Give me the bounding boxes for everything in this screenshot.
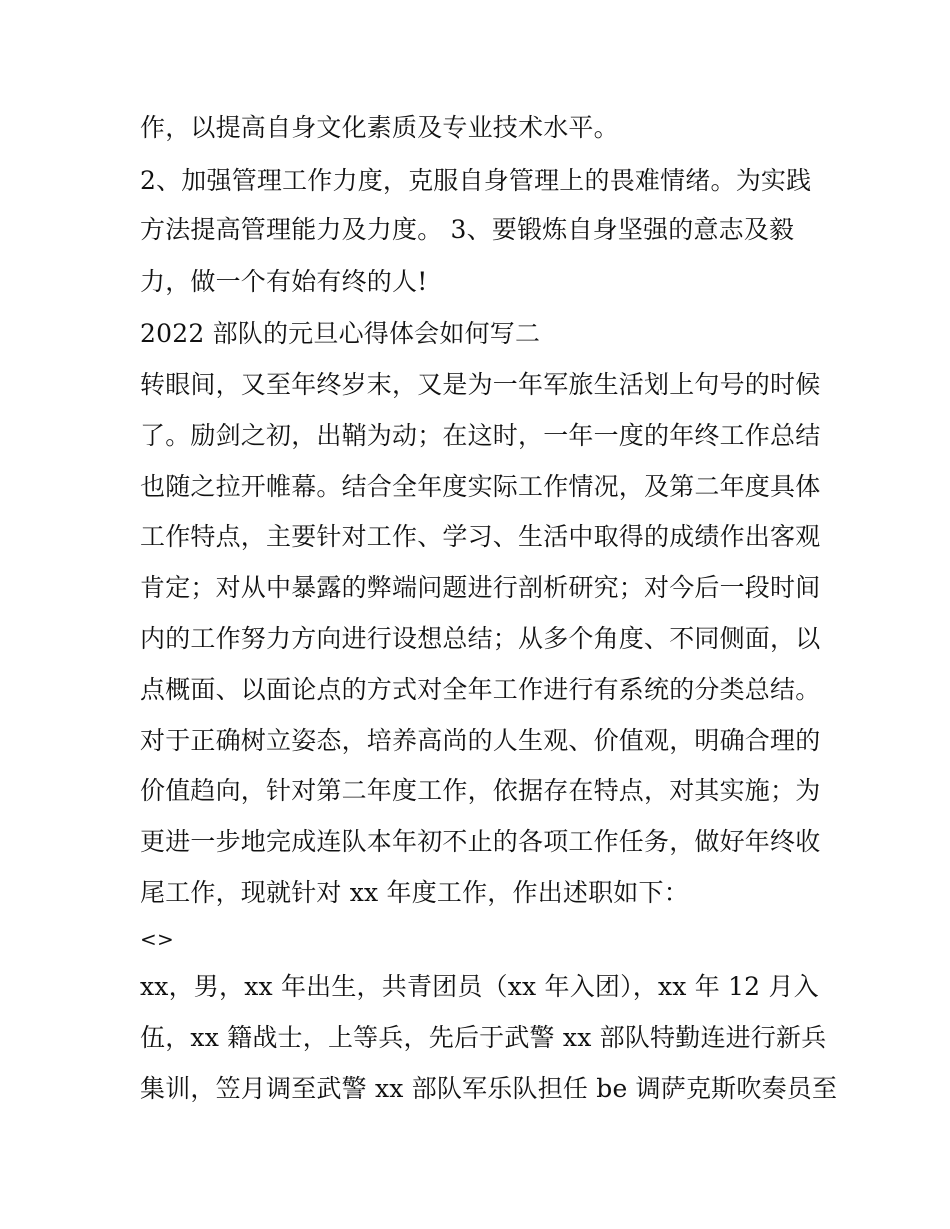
- text-line: 工作特点，主要针对工作、学习、生活中取得的成绩作出客观: [140, 522, 821, 551]
- text-line: 转眼间，又至年终岁末，又是为一年军旅生活划上句号的时候: [140, 370, 821, 399]
- text-line: 作，以提高自身文化素质及专业技术水平。: [140, 113, 619, 142]
- text-line: 肯定；对从中暴露的弊端问题进行剖析研究；对今后一段时间: [140, 573, 821, 602]
- text-line: 了。励剑之初，出鞘为动；在这时，一年一度的年终工作总结: [140, 421, 821, 450]
- placeholder-marker: <>: [140, 927, 174, 951]
- text-line: 内的工作努力方向进行设想总结；从多个角度、不同侧面，以: [140, 624, 821, 653]
- text-line: 点概面、以面论点的方式对全年工作进行有系统的分类总结。: [140, 675, 821, 704]
- text-line: 也随之拉开帷幕。结合全年度实际工作情况，及第二年度具体: [140, 472, 821, 501]
- text-line: 方法提高管理能力及力度。 3、要锻炼自身坚强的意志及毅: [140, 215, 795, 244]
- text-line: 尾工作，现就针对 xx 年度工作，作出述职如下：: [140, 878, 689, 907]
- section-heading: 2022 部队的元旦心得体会如何写二: [140, 319, 541, 348]
- text-line: xx，男，xx 年出生，共青团员（xx 年入团），xx 年 12 月入: [140, 972, 819, 1001]
- text-line: 更进一步地完成连队本年初不止的各项工作任务，做好年终收: [140, 827, 821, 856]
- text-line: 对于正确树立姿态，培养高尚的人生观、价值观，明确合理的: [140, 726, 821, 755]
- text-line: 伍，xx 籍战士，上等兵，先后于武警 xx 部队特勤连进行新兵: [140, 1023, 827, 1052]
- text-line: 力，做一个有始有终的人!: [140, 267, 428, 296]
- text-line: 集训，笠月调至武警 xx 部队军乐队担任 be 调萨克斯吹奏员至: [140, 1074, 838, 1103]
- text-line: 2、加强管理工作力度，克服自身管理上的畏难情绪。为实践: [140, 166, 812, 195]
- text-line: 价值趋向，针对第二年度工作，依据存在特点，对其实施；为: [140, 776, 821, 805]
